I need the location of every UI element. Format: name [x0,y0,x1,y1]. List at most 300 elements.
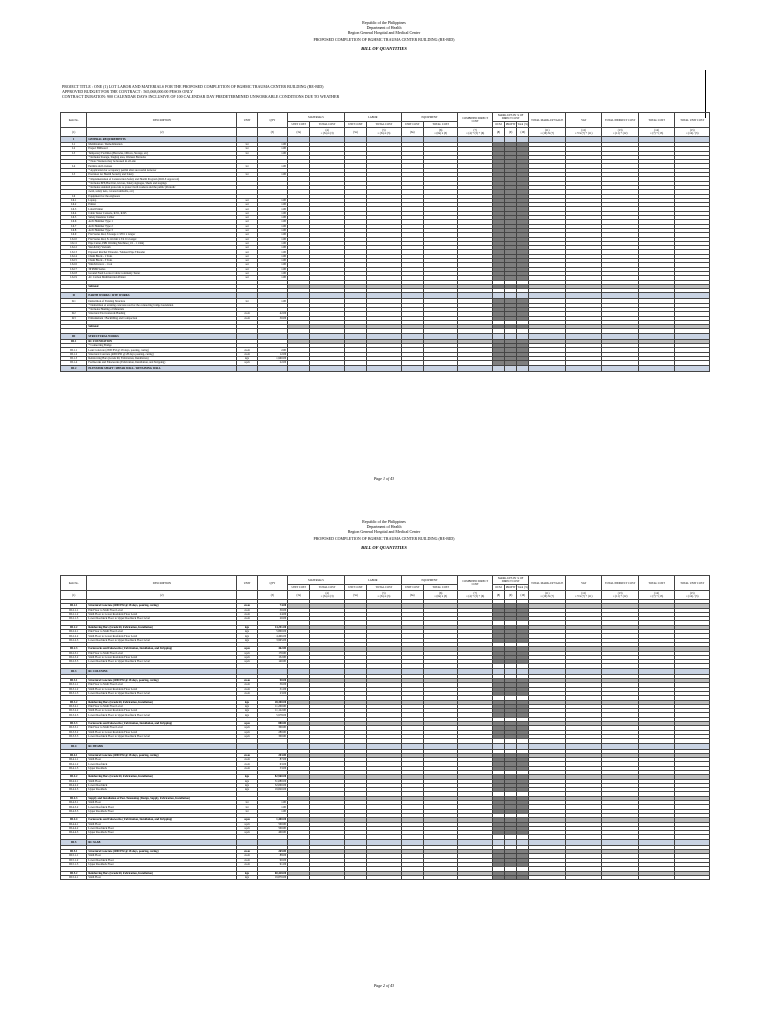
qty-cell: 400.00 [257,831,287,835]
cost-cell [529,365,566,371]
description-cell: Formworks and Falseworks (Fabrication, Installation, and Stripping) [87,361,237,365]
cost-cell [288,875,310,879]
description-cell: Structural Concrete (4000 PSI @ 28 days, pouring, curing) [87,679,237,683]
unit-cell: set [237,271,257,275]
description-cell: 3P PMR Series [87,267,237,271]
project-budget: APPROVED BUDGET FOR THE CONTRACT : 565,068,000.00 PESOS ONLY [62,89,194,94]
description-cell: Structural Concrete (4000 PSI @ 28 days pouring, curing) [87,352,237,356]
item-no-cell: III.3.3.1 [61,726,87,730]
project-info [62,84,702,99]
description-cell: Demolition of Existing Structure [87,299,237,303]
unit-cell: cu.m [237,691,257,695]
qty-cell: 90.00 [257,858,287,862]
unit-cell: set [237,250,257,254]
header-line: Republic of the Philippines [362,519,406,524]
col-equipment: EQUIPMENT [401,576,458,585]
table-header [61,113,710,137]
num-8: (8) [492,128,504,137]
qty-cell: 1.00 [257,143,287,147]
item-no-cell: III.4.3.2 [61,805,87,809]
item-no-cell: III.2 [61,365,87,371]
qty-cell: 87.00 [257,758,287,762]
qty-cell: 1.00 [257,224,287,228]
unit-cell: sq.m [237,647,257,651]
item-no-cell: I.6.11 [61,241,87,245]
description-cell: Lower Roofdeck Floor to Upper Roofdeck Floor Level [87,617,237,621]
item-no-cell: III.4.1.2 [61,762,87,766]
num-8: (8) [492,591,504,600]
num-6: (6) = (6a) x (3) [423,128,457,137]
col-description: DESCRIPTION [87,576,237,591]
item-no-cell: III.4.2.3 [61,788,87,792]
section-row [61,365,710,371]
description-cell: Pile Floor to Sixth Floor Level [87,608,237,612]
description-cell: Lower Roofdeck Floor [87,858,237,862]
description-cell: Upper Roofdeck Floor [87,831,237,835]
col-total-markup: TOTAL MARK-UP VALUE [529,113,566,128]
unit-cell: set [237,203,257,207]
cost-cell [288,365,310,371]
qty-cell: 1.00 [257,241,287,245]
description-cell: Lower Roofdeck Floor to Upper Roofdeck Floor Level [87,638,237,642]
qty-cell: 1.00 [257,207,287,211]
description-cell: Reinforcing Bars (Grade 60, Fabrication, Installation) [87,625,237,629]
header-line: Region General Hospital and Medical Center [347,30,421,35]
col-materials: MATERIALS [288,113,345,122]
qty-cell: 1.00 [257,237,287,241]
num-1: (1) [61,591,87,600]
item-no-cell: III [61,333,87,339]
description-cell: Reinforcing Bars (Grade 60, Fabrication, Installation) [87,700,237,704]
unit-cell: set [237,211,257,215]
num-3: (3) [257,128,287,137]
item-no-cell: III.2.1.3 [61,617,87,621]
num-3a: (3a) [288,591,310,600]
description-cell: Wet & Dry Vacuum [87,246,237,250]
col-lab-unit-cost: UNIT COST [344,122,366,128]
item-no-cell: III.5.1.1 [61,854,87,858]
item-no-cell: III.2.3.1 [61,651,87,655]
qty-cell: 269.00 [257,850,287,854]
col-qty: QTY [257,576,287,591]
item-no-cell: I.3 [61,151,87,155]
document-title: BILL OF QUANTITIES [361,545,407,550]
num-5a: (5a) [344,591,366,600]
item-no-cell: III.3.2.3 [61,713,87,717]
item-no-cell: I.6.1 [61,198,87,202]
cost-cell [505,875,517,879]
item-no-cell: III.3.2 [61,700,87,704]
qty-cell: 60,428.00 [257,871,287,875]
col-total-cost: TOTAL COST [638,113,675,128]
qty-cell: 19,820.00 [257,788,287,792]
unit-cell: lot [237,143,257,147]
description-cell: Lower Roofdeck Floor to Upper Roofdeck Floor Level [87,713,237,717]
item-no-cell: III.4.4 [61,818,87,822]
boq-table [60,575,710,880]
item-no-cell: III.5 [61,839,87,845]
cost-cell [310,365,344,371]
num-11: (11) = (10) X (7) [529,128,566,137]
qty-cell: 1.00 [257,147,287,151]
unit-cell: cu.m [237,348,257,352]
num-7: (7) = (4) + (5) + (6) [458,128,492,137]
num-12: (12) = 5% (7) + (11) [565,128,602,137]
item-no-cell: III.3.3 [61,722,87,726]
item-no-cell: I.6.3 [61,207,87,211]
qty-cell: 1.00 [257,173,287,177]
header-line: PROPOSED COMPLETION OF BGHMC TRAUMA CENTER BUILDING (RE-BID) [313,536,455,541]
cost-cell [310,875,344,879]
item-no-cell: III.5.1 [61,850,87,854]
qty-cell: 30.00 [257,608,287,612]
col-description: DESCRIPTION [87,113,237,128]
item-no-cell: I.6.5 [61,216,87,220]
item-no-cell: III.3.1 [61,679,87,683]
num-6a: (6a) [401,128,423,137]
description-cell: Flat Series Rod, 8-1.6 mm x 3/4 ft x longer [87,237,237,241]
boq-rows-page-2 [61,600,710,880]
qty-cell: 19,870.00 [257,875,287,879]
unit-cell: set [237,237,257,241]
unit-cell: set [237,267,257,271]
description-cell: Chain Block - 3 Tons [87,259,237,263]
item-no-cell: I.6.13 [61,250,87,254]
num-13: (13) = (11) + (12) [602,128,639,137]
col-mat-unit-cost: UNIT COST [288,122,310,128]
description-cell: Cable Tester Console, RJ11, RJ45 [87,211,237,215]
num-15: (15) = (14) / (3) [675,591,710,600]
qty-cell: 20.00 [257,617,287,621]
qty-cell: 1.00 [257,271,287,275]
description-cell: Temporary Facilities (Barracks, Offices, Storage, etc) [87,151,237,155]
description-cell: Lean Concrete (2500 PSI @ 28 days, pouring, curing) [87,348,237,352]
num-1: (1) [61,128,87,137]
item-no-cell: III.1.1 [61,348,87,352]
description-cell: RC COLUMNS [87,668,237,674]
qty-cell: 1.00 [257,805,287,809]
item-no-cell: II.1 [61,299,87,303]
unit-cell: sq.m [237,361,257,365]
description-cell: Pile Floor to Sixth Floor Level [87,683,237,687]
unit-cell: kgs [237,634,257,638]
description-cell: GENERAL REQUIREMENTS [87,137,237,143]
header-line: Department of Health [366,524,402,529]
col-mat-unit-cost: UNIT COST [288,585,310,591]
cost-cell [423,875,457,879]
col-vat: VAT [565,113,602,128]
cost-cell [602,875,639,879]
unit-cell: cu.m [237,352,257,356]
num-3: (3) [257,591,287,600]
qty-cell: 90.00 [257,679,287,683]
unit-cell: kgs [237,779,257,783]
item-no-cell: III.4.2.1 [61,779,87,783]
unit-cell: cu.m [237,687,257,691]
qty-cell: 22.00 [257,361,287,365]
item-no-cell: III.3.3.3 [61,734,87,738]
col-markup-pct: MARK-UPS IN % OF DIRECT COST [492,113,528,122]
unit-cell: lot [237,147,257,151]
unit-cell: cu.m [237,608,257,612]
col-item-no: Item No. [61,113,87,128]
item-no-cell: III.3.2.1 [61,704,87,708]
cost-cell [367,365,401,371]
description-cell: Permits and Licenses [87,164,237,168]
col-equipment: EQUIPMENT [401,113,458,122]
description-cell: Reinforcing Bars (Grade 60, Fabrication, Installation) [87,871,237,875]
description-cell: * Note: Workers may be housed in off-site [87,160,237,164]
qty-cell: 1.00 [257,263,287,267]
description-cell: Project Billboard [87,147,237,151]
col-eq-unit-cost: UNIT COST [401,122,423,128]
description-cell: * Demolition of existing concrete road for the connecting bridge foundation [87,303,237,307]
description-cell: EARTH WORKS / SITE WORKS [87,293,237,299]
item-no-cell: III.4.1.3 [61,766,87,770]
num-15: (15) = (14) / (3) [675,128,710,137]
description-cell: Pipe Cutter, PPR Welding Machine (1/2 - 1 1/4in) [87,241,237,245]
num-10: (10) [517,591,529,600]
unit-cell: set [237,220,257,224]
qty-cell: 88.00 [257,854,287,858]
unit-cell: cu.m [237,679,257,683]
unit-cell: lot [237,299,257,303]
qty-cell: 82,960.00 [257,775,287,779]
item-no-cell: III.4.3.3 [61,809,87,813]
description-cell: Provision for Health Security and Safety [87,173,237,177]
item-no-cell: III.2.1 [61,604,87,608]
col-eq-total-cost: TOTAL COST [423,585,457,591]
unit-cell: kgs [237,700,257,704]
description-cell: * Includes Storage, Staging area, Workers Barracks [87,155,237,159]
col-mat-total-cost: TOTAL COST [310,585,344,591]
item-no-cell: III.4.2 [61,775,87,779]
item-no-cell: III.2.2 [61,625,87,629]
unit-cell: cu.m [237,612,257,616]
description-cell: Structural Concrete (4000 PSI @ 28 days, pouring, curing) [87,604,237,608]
unit-cell: kgs [237,875,257,879]
num-9: (9) [505,591,517,600]
qty-cell: 2.00 [257,348,287,352]
description-cell: Flat Series Rod, 8 Gauge x 3/8 ft x longer [87,233,237,237]
unit-cell: cu.m [237,766,257,770]
description-cell: Subtotal [87,325,237,329]
col-item-no: Item No. [61,576,87,591]
unit-cell: sq.m [237,730,257,734]
qty-cell: 1.00 [257,216,287,220]
col-mat-total-cost: TOTAL COST [310,122,344,128]
qty-cell [257,365,287,371]
description-cell: Structural Excavation & Hauling [87,312,237,316]
unit-cell: cu.m [237,758,257,762]
unit-cell: sq.m [237,660,257,664]
item-no-cell: III.1.4 [61,361,87,365]
qty-cell: 500.00 [257,822,287,826]
qty-cell: 1.00 [257,246,287,250]
unit-cell: sq.m [237,651,257,655]
qty-cell: 74.00 [257,604,287,608]
col-total-unit-cost: TOTAL UNIT COST [675,576,710,591]
description-cell: Printer [87,203,237,207]
qty-cell: 1,960.00 [257,356,287,360]
description-cell: Lower Roofdeck [87,783,237,787]
description-cell: Arch Hammer Type 3 [87,228,237,232]
qty-cell: 1.00 [257,228,287,232]
col-lab-total-cost: TOTAL COST [367,122,401,128]
unit-cell [237,365,257,371]
cost-cell [492,875,504,879]
unit-cell: kgs [237,625,257,629]
num-13: (13) = (11) + (12) [602,591,639,600]
unit-cell: kgs [237,713,257,717]
item-no-cell: III.2.3 [61,647,87,651]
cost-cell [675,365,710,371]
cost-cell [638,875,675,879]
unit-cell: kgs [237,788,257,792]
unit-cell: cu.m [237,854,257,858]
header-line: PROPOSED COMPLETION OF BGHMC TRAUMA CENTER BUILDING (RE-BID) [313,37,455,42]
item-no-cell: II.2 [61,312,87,316]
cost-cell [505,365,517,371]
cost-cell [565,365,602,371]
qty-cell: 32,000.00 [257,783,287,787]
unit-cell: cu.m [237,753,257,757]
item-no-cell: I.6.18 [61,271,87,275]
qty-cell: 140.00 [257,660,287,664]
num-3a: (3a) [288,128,310,137]
num-9: (9) [505,128,517,137]
description-cell: ELEVATOR SHAFT / SHEAR WALL / RETAINING WALL [87,365,237,371]
item-no-cell: I.2 [61,147,87,151]
qty-cell: 462.00 [257,647,287,651]
qty-cell: 880.00 [257,722,287,726]
description-cell: Pile Floor to Sixth Floor Level [87,630,237,634]
description-cell: Reinforcing Bars (Grade 60, Fabrication, Installation) [87,775,237,779]
qty-cell: 1.00 [257,211,287,215]
qty-cell: 1.00 [257,254,287,258]
item-no-cell: I.6.10 [61,237,87,241]
num-2: (2) [87,128,237,137]
description-cell: Formworks and Falseworks ( Fabrication, Installation, and Stripping) [87,647,237,651]
description-cell: Upper Roofdeck Floor [87,809,237,813]
description-cell: * Includes PPE,Hard hat, Gloves, Safety signages, Sheds and stagings [87,181,237,185]
item-no-cell: III.4.3.1 [61,801,87,805]
qty-cell: 203.00 [257,753,287,757]
unit-cell: sq.m [237,822,257,826]
col-total-markup: TOTAL MARK-UP VALUE [529,576,566,591]
item-no-cell: I.6.4 [61,211,87,215]
item-no-cell: III.4.4.1 [61,822,87,826]
unit-cell: cu.m [237,683,257,687]
description-cell: Sixth Floor [87,801,237,805]
qty-cell: 1.00 [257,220,287,224]
description-cell: Supply and Installation of Post-Tensioning (Design, Supply, Fabrication, Installation) [87,796,237,800]
item-no-cell: I [61,137,87,143]
description-cell: Formworks and Falseworks ( Fabrication, Installation, and Stripping) [87,722,237,726]
header-line: Republic of the Philippines [362,20,406,25]
unit-cell: lot [237,801,257,805]
unit-cell: kgs [237,638,257,642]
description-cell: Upper Roofdeck Floor [87,862,237,866]
description-cell: Lower Roofdeck Floor [87,805,237,809]
description-cell: Ground Fault Locator Cable Continuity Tester [87,271,237,275]
description-cell: Sixth Floor [87,875,237,879]
margin-line [705,70,706,118]
description-cell: Winch/rurrow - 1 ton [87,263,237,267]
description-cell: Sixth Floor to Lower Roofdeck Floor Level [87,634,237,638]
col-lab-total-cost: TOTAL COST [367,585,401,591]
description-cell: STRUCTURAL WORKS [87,333,237,339]
boq-page-2 [0,505,768,1005]
cost-cell [423,365,457,371]
col-materials: MATERIALS [288,576,345,585]
description-cell: * Implementation of Construction Safety and Health Program (DOLE Approved) [87,177,237,181]
col-labor: LABOR [344,113,401,122]
unit-cell: sq.m [237,818,257,822]
qty-cell: 152.00 [257,655,287,659]
unit-cell: cu.m [237,312,257,316]
qty-cell: 1.00 [257,164,287,168]
qty-cell: 1.00 [257,267,287,271]
boq-rows-page-1 [61,137,710,372]
item-no-cell: I.6.15 [61,259,87,263]
unit-cell: lot [237,809,257,813]
unit-cell: sq.m [237,826,257,830]
item-no-cell: I.6.8 [61,228,87,232]
cost-cell [638,365,675,371]
qty-cell: 14,291.00 [257,625,287,629]
col-total-cost: TOTAL COST [638,576,675,591]
header-line: Region General Hospital and Medical Center [347,529,421,534]
col-combined: COMBINED DIRECT COST [458,576,492,591]
boq-page-1 [0,0,768,500]
description-cell: Arch Hammer Type 2 [87,224,237,228]
description-cell: RC SLAB [87,839,237,845]
unit-cell: kgs [237,709,257,713]
num-5: (5) = (5a) x (3) [367,591,401,600]
unit-cell: set [237,224,257,228]
unit-cell: set [237,259,257,263]
unit-cell: lot [237,151,257,155]
description-cell: Pile Floor to Sixth Floor Level [87,726,237,730]
unit-cell: kgs [237,783,257,787]
item-no-cell: III.2.1.1 [61,608,87,612]
description-cell: Sixth Floor to Lower Roofdeck Floor Level [87,687,237,691]
item-no-cell: III.1 [61,339,87,343]
qty-cell: 24.00 [257,612,287,616]
col-markup-pct: MARK-UPS IN % OF DIRECT COST [492,576,528,585]
unit-cell: sq.m [237,831,257,835]
item-no-cell: III.2.3.2 [61,655,87,659]
cost-cell [367,875,401,879]
unit-cell: kgs [237,871,257,875]
unit-cell: cu.m [237,862,257,866]
qty-cell: 3,995.00 [257,638,287,642]
description-cell: * Includes Hauling of Materials [87,307,237,311]
item-no-cell: III.2.2.1 [61,630,87,634]
num-12: (12) = 5% (7) + (11) [565,591,602,600]
project-title: PROJECT TITLE : ONE (1) LOT LABOR AND MATERIALS FOR THE PROPOSED COMPLETION OF BGHMC TRAUMA CENTER BUILDING (RE-BID) [62,84,324,89]
item-no-cell: III.5.2 [61,871,87,875]
num-10: (10) [517,128,529,137]
item-no-cell: I.6.16 [61,263,87,267]
item-no-cell: III.3 [61,668,87,674]
description-cell: Reinforcing Bars (Grade 60, Fabrication, Installation) [87,356,237,360]
unit-cell: set [237,228,257,232]
description-cell: Chain Block - 1 Tons [87,254,237,258]
unit-cell: sq.m [237,734,257,738]
description-cell: Pile Floor to Sixth Floor Level [87,704,237,708]
